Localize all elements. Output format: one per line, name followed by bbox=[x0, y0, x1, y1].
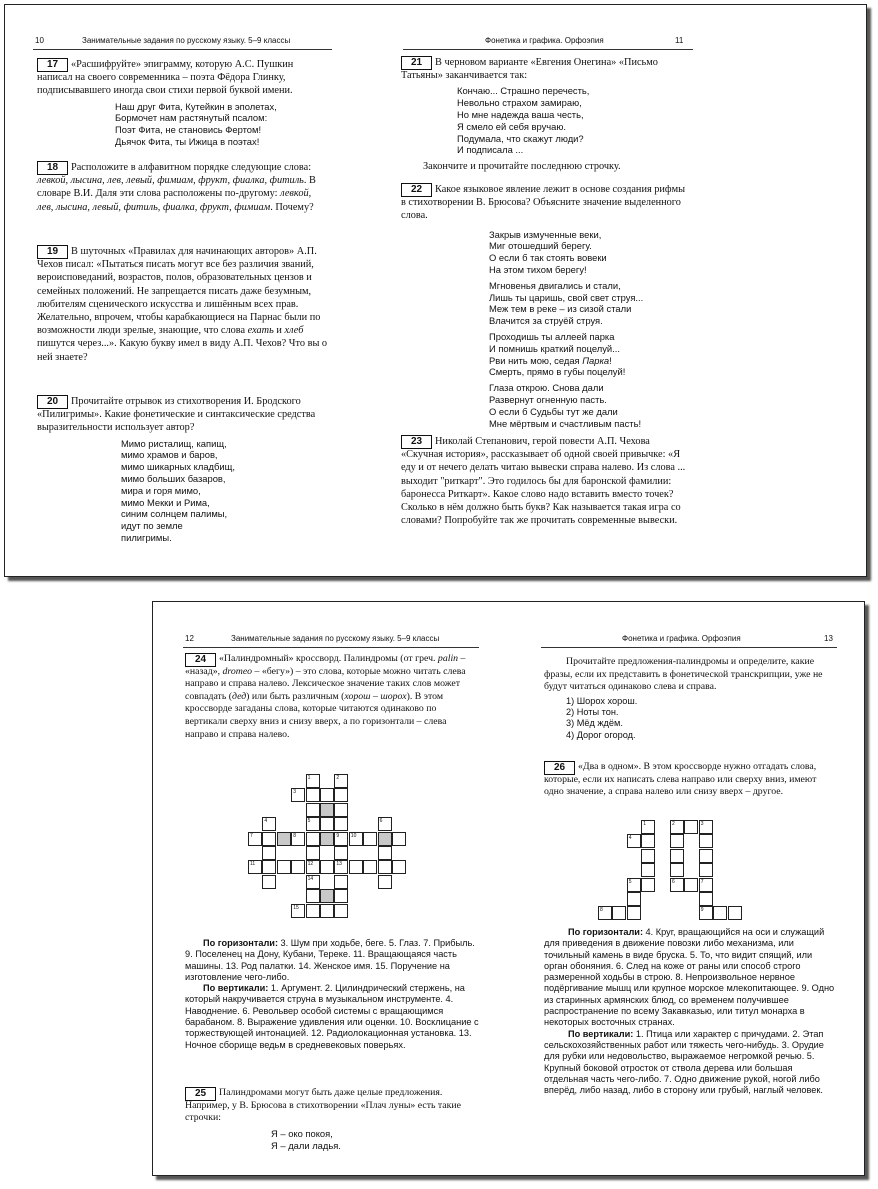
crossword-cell[interactable] bbox=[378, 875, 392, 889]
poem-line: мимо шикарных кладбищ, bbox=[121, 461, 235, 473]
cell-number: 3 bbox=[700, 821, 704, 827]
poem-line: Я – дали ладья. bbox=[271, 1139, 341, 1151]
crossword-cell[interactable] bbox=[277, 860, 291, 874]
poem-line: Меж тем в реке – из сизой стали bbox=[489, 303, 632, 315]
crossword-cell[interactable] bbox=[334, 803, 348, 817]
poem-line: О если б так стоять вовеки bbox=[489, 252, 607, 264]
onegin-poem bbox=[457, 85, 691, 156]
task-number: 25 bbox=[185, 1087, 216, 1101]
page-number: 10 bbox=[35, 36, 44, 45]
crossword-cell[interactable] bbox=[684, 878, 698, 892]
crossword-cell[interactable] bbox=[334, 904, 348, 918]
header-rule bbox=[183, 647, 479, 648]
crossword-cell[interactable] bbox=[378, 860, 392, 874]
poem-line: мира и горя мимо, bbox=[121, 484, 201, 496]
book-spread-top bbox=[4, 4, 867, 577]
task-25 bbox=[185, 1087, 477, 1151]
page-number: 13 bbox=[824, 634, 833, 643]
task-18 bbox=[37, 161, 328, 214]
task-text: Расположите в алфавитном порядке следующие слова: левкой, лысина, лев, левый, фимиам, фрукт, фиалка, фитиль. В словаре В.И. Даля эти слова расположены по-другому: левкой, лев, лысина, левый, фитиль, фиалка, фрукт, фимиам. Почему? bbox=[37, 162, 316, 213]
crossword-cell[interactable] bbox=[627, 906, 641, 920]
crossword-cell[interactable] bbox=[262, 832, 276, 846]
crossword-cell[interactable] bbox=[363, 832, 377, 846]
cell-number: 7 bbox=[700, 878, 704, 885]
poem-line: Я смело ей себя вручаю. bbox=[457, 120, 567, 132]
crossword-cell[interactable] bbox=[641, 878, 655, 892]
task-text: Прочитайте предложения-палиндромы и определите, какие фразы, если их представить в фонетической транскрипции, уже не будут читаться одинаково слева и справа. bbox=[544, 656, 823, 693]
crossword-cell[interactable] bbox=[349, 860, 363, 874]
crossword-cell[interactable] bbox=[627, 878, 641, 892]
crossword-cell[interactable] bbox=[291, 860, 305, 874]
across-label: По горизонтали: bbox=[568, 927, 643, 937]
crossword-cell[interactable] bbox=[306, 889, 320, 903]
poem-line: синим солнцем палимы, bbox=[121, 508, 228, 520]
crossword-cell[interactable] bbox=[334, 846, 348, 860]
bryusov-poem bbox=[489, 229, 691, 430]
task-number: 18 bbox=[37, 161, 68, 175]
header-rule bbox=[541, 647, 837, 648]
crossword-cell[interactable] bbox=[320, 904, 334, 918]
crossword-cell[interactable] bbox=[670, 834, 684, 848]
crossword-cell[interactable] bbox=[699, 906, 713, 920]
task-number: 24 bbox=[185, 653, 216, 667]
task-text: Какое языковое явление лежит в основе создания рифмы в стихотворении В. Брюсова? Объясните значение выделенного слова. bbox=[401, 184, 686, 222]
task-text: В шуточных «Правилах для начинающих авторов» А.П. Чехов писал: «Пытаться писать могут все без различия званий, вероисповеданий, возрастов, полов, образовательных цензов и семейных положений. Не запрещается писать даже безумным, любителям сценического искусства и лишённым всех прав. Желательно, впрочем, чтобы карабкающиеся на Парнас были по возможности люди зрелые, знающие, что слова ехать и хлеб пишутся через...». Какую букву имел в виду А.П. Чехов? Что вы о ней знаете? bbox=[37, 246, 328, 363]
poem-line: Дьячок Фита, ты Ижица в поэтах! bbox=[115, 136, 260, 147]
task-number: 22 bbox=[401, 183, 432, 197]
cell-number: 4 bbox=[628, 835, 632, 842]
crossword-cell[interactable] bbox=[334, 774, 348, 788]
crossword-cell[interactable] bbox=[670, 820, 684, 834]
task-text: «Два в одном». В этом кроссворде нужно отгадать слова, которые, если их написать слева направо или сверху вниз, имеют одно значение, а справа налево или снизу вверх – другое. bbox=[544, 761, 817, 798]
cell-number: 1 bbox=[643, 821, 646, 827]
task-number: 17 bbox=[37, 58, 68, 72]
crossword-cell[interactable] bbox=[320, 832, 334, 846]
cell-number: 14 bbox=[307, 875, 314, 882]
list-item: 2) Ноты тон. bbox=[566, 707, 619, 718]
crossword-cell[interactable] bbox=[306, 817, 320, 831]
crossword-cell[interactable] bbox=[699, 892, 713, 906]
crossword-cell[interactable] bbox=[670, 849, 684, 863]
header-rule bbox=[403, 49, 693, 50]
crossword-cell[interactable] bbox=[306, 774, 320, 788]
poem-line: На этом тихом берегу! bbox=[489, 264, 587, 275]
task-number: 20 bbox=[37, 395, 68, 409]
crossword-cell[interactable] bbox=[670, 863, 684, 877]
crossword-cell[interactable] bbox=[334, 788, 348, 802]
poem-line: мимо больших базаров, bbox=[121, 473, 226, 484]
page-number: 11 bbox=[675, 36, 684, 45]
poem-line: Лишь ты царишь, свой свет струя... bbox=[489, 291, 644, 303]
crossword-cell[interactable] bbox=[684, 820, 698, 834]
task-text: «Расшифруйте» эпиграмму, которую А.С. Пушкин написал на своего современника – поэта Фёдора Глинку, подписывавшего иногда свои стихи первой буквой имени. bbox=[37, 59, 294, 97]
crossword-cell[interactable] bbox=[334, 889, 348, 903]
crossword-cell[interactable] bbox=[334, 860, 348, 874]
cell-number: 12 bbox=[307, 861, 314, 868]
task-text: Николай Степанович, герой повести А.П. Чехова «Скучная история», рассказывает об одной своей привычке: «Я еду и от нечего делать читаю вывески справа налево. Из слова ... выходит "риткарт". Это годилось бы для баронской фамилии: баронесса Риткарт». Какое слово надо вставить вместо точек? Сколько в нём должно быть букв? Как называется такая игра со словами? Попробуйте так же прочитать современные вывески. bbox=[401, 436, 686, 527]
crossword-cell[interactable] bbox=[320, 788, 334, 802]
poem-line: Влачится за струёй струя. bbox=[489, 315, 603, 327]
poem-line: Поэт Фита, не становись Фертом! bbox=[115, 124, 262, 136]
palindrome-sentences bbox=[544, 656, 836, 741]
poem-line: Рви нить мою, седая Парка! bbox=[489, 354, 612, 366]
poem-line: мимо Мекки и Рима, bbox=[121, 496, 210, 508]
running-header: Занимательные задания по русскому языку. 5–9 классы bbox=[82, 36, 291, 45]
poem-line: Я – око покоя, bbox=[271, 1127, 333, 1139]
crossword-cell[interactable] bbox=[627, 834, 641, 848]
crossword-cell[interactable] bbox=[699, 863, 713, 877]
poem-line: Мимо ристалищ, капищ, bbox=[121, 437, 227, 449]
list-item: 4) Дорог огород. bbox=[566, 729, 636, 740]
task-20 bbox=[37, 395, 328, 544]
poem-line: Глаза открою. Снова дали bbox=[489, 382, 604, 394]
crossword-cell[interactable] bbox=[612, 906, 626, 920]
task-23 bbox=[401, 435, 691, 527]
poem-line: Но мне надежда ваша честь, bbox=[457, 109, 584, 120]
poem-line: И помнишь краткий поцелуй... bbox=[489, 342, 620, 354]
running-header: Фонетика и графика. Орфоэпия bbox=[622, 634, 741, 643]
task-19 bbox=[37, 245, 328, 364]
crossword-cell[interactable] bbox=[713, 906, 727, 920]
task-text: «Палиндромный» кроссворд. Палиндромы (от греч. palin – «назад», dromeo – «бегу») – это слова, которые можно читать слева направо и справа налево. Лексическое значение таких слов может совпадать (дед) или быть различным (хорош – шорох). В этом кроссворде загаданы слова, которые читаются одинаково по вертикали сверху вниз и снизу вверх, а по горизонтали – слева направо и справа налево. bbox=[185, 653, 466, 740]
highlighted-word: Парка bbox=[582, 354, 610, 366]
crossword-cell[interactable] bbox=[627, 892, 641, 906]
poem-line: О если б Судьбы тут же дали bbox=[489, 405, 618, 417]
crossword-cell[interactable] bbox=[392, 832, 406, 846]
crossword-cell[interactable] bbox=[378, 817, 392, 831]
book-spread-bottom bbox=[152, 601, 865, 1176]
crossword-cell[interactable] bbox=[378, 846, 392, 860]
crossword-cell[interactable] bbox=[598, 906, 612, 920]
across-label: По горизонтали: bbox=[203, 938, 278, 948]
header-rule bbox=[33, 49, 332, 50]
crossword-cell[interactable] bbox=[641, 849, 655, 863]
poem-line: Закрыв измученные веки, bbox=[489, 228, 602, 240]
cell-number: 1 bbox=[307, 775, 311, 781]
poem-line: Наш друг Фита, Кутейкин в эполетах, bbox=[115, 100, 277, 112]
poem-line: Кончаю... Страшно перечесть, bbox=[457, 85, 590, 97]
running-header: Фонетика и графика. Орфоэпия bbox=[485, 36, 604, 45]
cell-number: 10 bbox=[350, 832, 357, 839]
epigram-poem bbox=[115, 101, 328, 148]
poem-line: идут по земле bbox=[121, 520, 183, 532]
crossword-cell[interactable] bbox=[641, 834, 655, 848]
cell-number: 5 bbox=[307, 818, 311, 825]
crossword-cell[interactable] bbox=[641, 863, 655, 877]
poem-line: Проходишь ты аллеей парка bbox=[489, 330, 615, 342]
crossword-cell[interactable] bbox=[320, 803, 334, 817]
cell-number: 8 bbox=[293, 832, 296, 839]
crossword-cell[interactable] bbox=[262, 846, 276, 860]
poem-line: мимо храмов и баров, bbox=[121, 449, 218, 461]
task-number: 21 bbox=[401, 56, 432, 70]
task-instruction: Закончите и прочитайте последнюю строчку. bbox=[423, 161, 621, 173]
poem-line: Смерть, прямо в губы поцелуй! bbox=[489, 366, 626, 378]
crossword-cell[interactable] bbox=[291, 832, 305, 846]
task-24 bbox=[185, 653, 477, 741]
palindrome-list bbox=[566, 696, 836, 741]
crossword-cell[interactable] bbox=[262, 875, 276, 889]
cell-number: 6 bbox=[672, 878, 675, 885]
task-text: Прочитайте отрывок из стихотворения И. Бродского «Пилигримы». Какие фонетические и синтаксические средства выразительности использует автор? bbox=[37, 396, 316, 434]
crossword-cell[interactable] bbox=[349, 832, 363, 846]
poem-line: Подумала, что скажут люди? bbox=[457, 132, 584, 144]
poem-line: Мгновенья двигались и стали, bbox=[489, 279, 621, 291]
crossword-cell[interactable] bbox=[699, 820, 713, 834]
cell-number: 2 bbox=[672, 821, 675, 827]
crossword-cell[interactable] bbox=[306, 875, 320, 889]
crossword-cell[interactable] bbox=[699, 849, 713, 863]
cell-number: 9 bbox=[700, 907, 704, 914]
across-clues: По горизонтали: 4. Круг, вращающийся на оси и служащий для приведения в движение повозки либо механизма, или точильный камень в виде бруска. 5. То, что видит спящий, или орган обоняния. 6. След на коже от раны или способ строго размеренной ходьбы в строю. 8. Непроизвольное нервное подёргивание мышц или крупное морское млекопитающее. 9. Одно из старинных армянских блюд, со временем получившее распространение по всему Закавказью, или титул монарха в некоторых восточных странах. bbox=[544, 927, 835, 1028]
crossword-cell[interactable] bbox=[291, 904, 305, 918]
down-label: По вертикали: bbox=[568, 1028, 634, 1039]
cell-number: 9 bbox=[336, 832, 340, 839]
crossword-cell[interactable] bbox=[392, 860, 406, 874]
poem-line: Миг отошедший берегу. bbox=[489, 240, 592, 252]
running-header: Занимательные задания по русскому языку. 5–9 классы bbox=[231, 634, 440, 643]
poem-line: И подписала ... bbox=[457, 144, 524, 156]
crossword-cell[interactable] bbox=[291, 788, 305, 802]
crossword-cell[interactable] bbox=[248, 860, 262, 874]
cell-number: 13 bbox=[336, 861, 342, 868]
task-text: Палиндромами могут быть даже целые предложения. Например, у В. Брюсова в стихотворении «Плач луны» есть такие строчки: bbox=[185, 1087, 461, 1124]
page-number: 12 bbox=[185, 634, 194, 643]
cell-number: 3 bbox=[293, 789, 296, 796]
crossword-cell[interactable] bbox=[699, 834, 713, 848]
poem-line: Бормочет нам растянутый псалом: bbox=[115, 112, 268, 124]
crossword-cell[interactable] bbox=[320, 817, 334, 831]
crossword-cell[interactable] bbox=[334, 832, 348, 846]
list-item: 3) Мёд ждём. bbox=[566, 718, 623, 729]
crossword-cell[interactable] bbox=[306, 904, 320, 918]
task-17 bbox=[37, 58, 328, 148]
crossword-cell[interactable] bbox=[306, 788, 320, 802]
crossword-cell[interactable] bbox=[306, 832, 320, 846]
crossword-cell[interactable] bbox=[248, 832, 262, 846]
list-item: 1) Шорох хорош. bbox=[566, 695, 638, 706]
crossword-cell[interactable] bbox=[641, 820, 655, 834]
crossword1-clues bbox=[185, 938, 479, 1051]
task-26 bbox=[544, 761, 836, 799]
crossword-cell[interactable] bbox=[378, 832, 392, 846]
poem-line: Развернут огненную пасть. bbox=[489, 393, 607, 405]
poem-line: Мне мёртвым и счастливым пасть! bbox=[489, 417, 642, 429]
crossword-cell[interactable] bbox=[277, 832, 291, 846]
cell-number: 15 bbox=[293, 904, 299, 911]
down-clues: По вертикали: 1. Аргумент. 2. Цилиндрический стержень, на который накручивается струна в музыкальном инструменте. 4. Наводнение. 6. Револьвер особой системы с вращающимся барабаном. 8. Выражение удивления или оценки. 10. Восклицание с торжествующей интонацией. 12. Радиолокационная установка. 13. Ночное сборище ведьм в средневековых поверьях. bbox=[185, 983, 479, 1050]
cell-number: 11 bbox=[250, 861, 256, 868]
bryusov-palindrome bbox=[271, 1128, 477, 1152]
poem-line: Невольно страхом замираю, bbox=[457, 97, 582, 109]
cell-number: 7 bbox=[250, 832, 253, 839]
task-number: 23 bbox=[401, 435, 432, 449]
crossword-cell[interactable] bbox=[306, 846, 320, 860]
crossword-cell[interactable] bbox=[320, 889, 334, 903]
across-clues: По горизонтали: 3. Шум при ходьбе, беге. 5. Глаз. 7. Прибыль. 9. Поселенец на Дону, Кубани, Тереке. 11. Вращающаяся часть машины. 13. Род палатки. 14. Женское имя. 15. Поручение на изготовление чего-либо. bbox=[185, 938, 475, 982]
down-clues: По вертикали: 1. Птица или характер с причудами. 2. Этап сельскохозяйственных работ или тяжесть чего-нибудь. 3. Орудие для рубки или недовольство, выражаемое негромкой речью. 5. Крупный боковой отросток от ствола дерева или большая отдельная часть чего-либо. 7. Одно движение рукой, ногой либо вперёд, либо назад, либо в сторону или грубый, наглый человек. bbox=[544, 1028, 824, 1096]
crossword-cell[interactable] bbox=[262, 860, 276, 874]
cell-number: 2 bbox=[336, 775, 340, 781]
cell-number: 6 bbox=[379, 818, 383, 825]
crossword-cell[interactable] bbox=[670, 878, 684, 892]
task-text: В черновом варианте «Евгения Онегина» «Письмо Татьяны» заканчивается так: bbox=[401, 57, 658, 82]
crossword-cell[interactable] bbox=[320, 860, 334, 874]
crossword-cell[interactable] bbox=[306, 803, 320, 817]
task-22 bbox=[401, 183, 691, 429]
poem-line: пилигримы. bbox=[121, 531, 172, 543]
crossword-cell[interactable] bbox=[306, 860, 320, 874]
pilgrims-poem bbox=[121, 438, 328, 544]
cell-number: 8 bbox=[600, 907, 603, 914]
task-number: 26 bbox=[544, 761, 575, 775]
crossword-cell[interactable] bbox=[262, 817, 276, 831]
crossword-cell[interactable] bbox=[334, 875, 348, 889]
task-number: 19 bbox=[37, 245, 68, 259]
crossword-cell[interactable] bbox=[363, 860, 377, 874]
down-label: По вертикали: bbox=[203, 983, 269, 994]
cell-number: 5 bbox=[628, 878, 632, 885]
crossword2-clues bbox=[544, 927, 838, 1096]
crossword-cell[interactable] bbox=[699, 878, 713, 892]
crossword-cell[interactable] bbox=[334, 817, 348, 831]
crossword-cell[interactable] bbox=[728, 906, 742, 920]
cell-number: 4 bbox=[264, 818, 268, 825]
task-21 bbox=[401, 56, 691, 173]
